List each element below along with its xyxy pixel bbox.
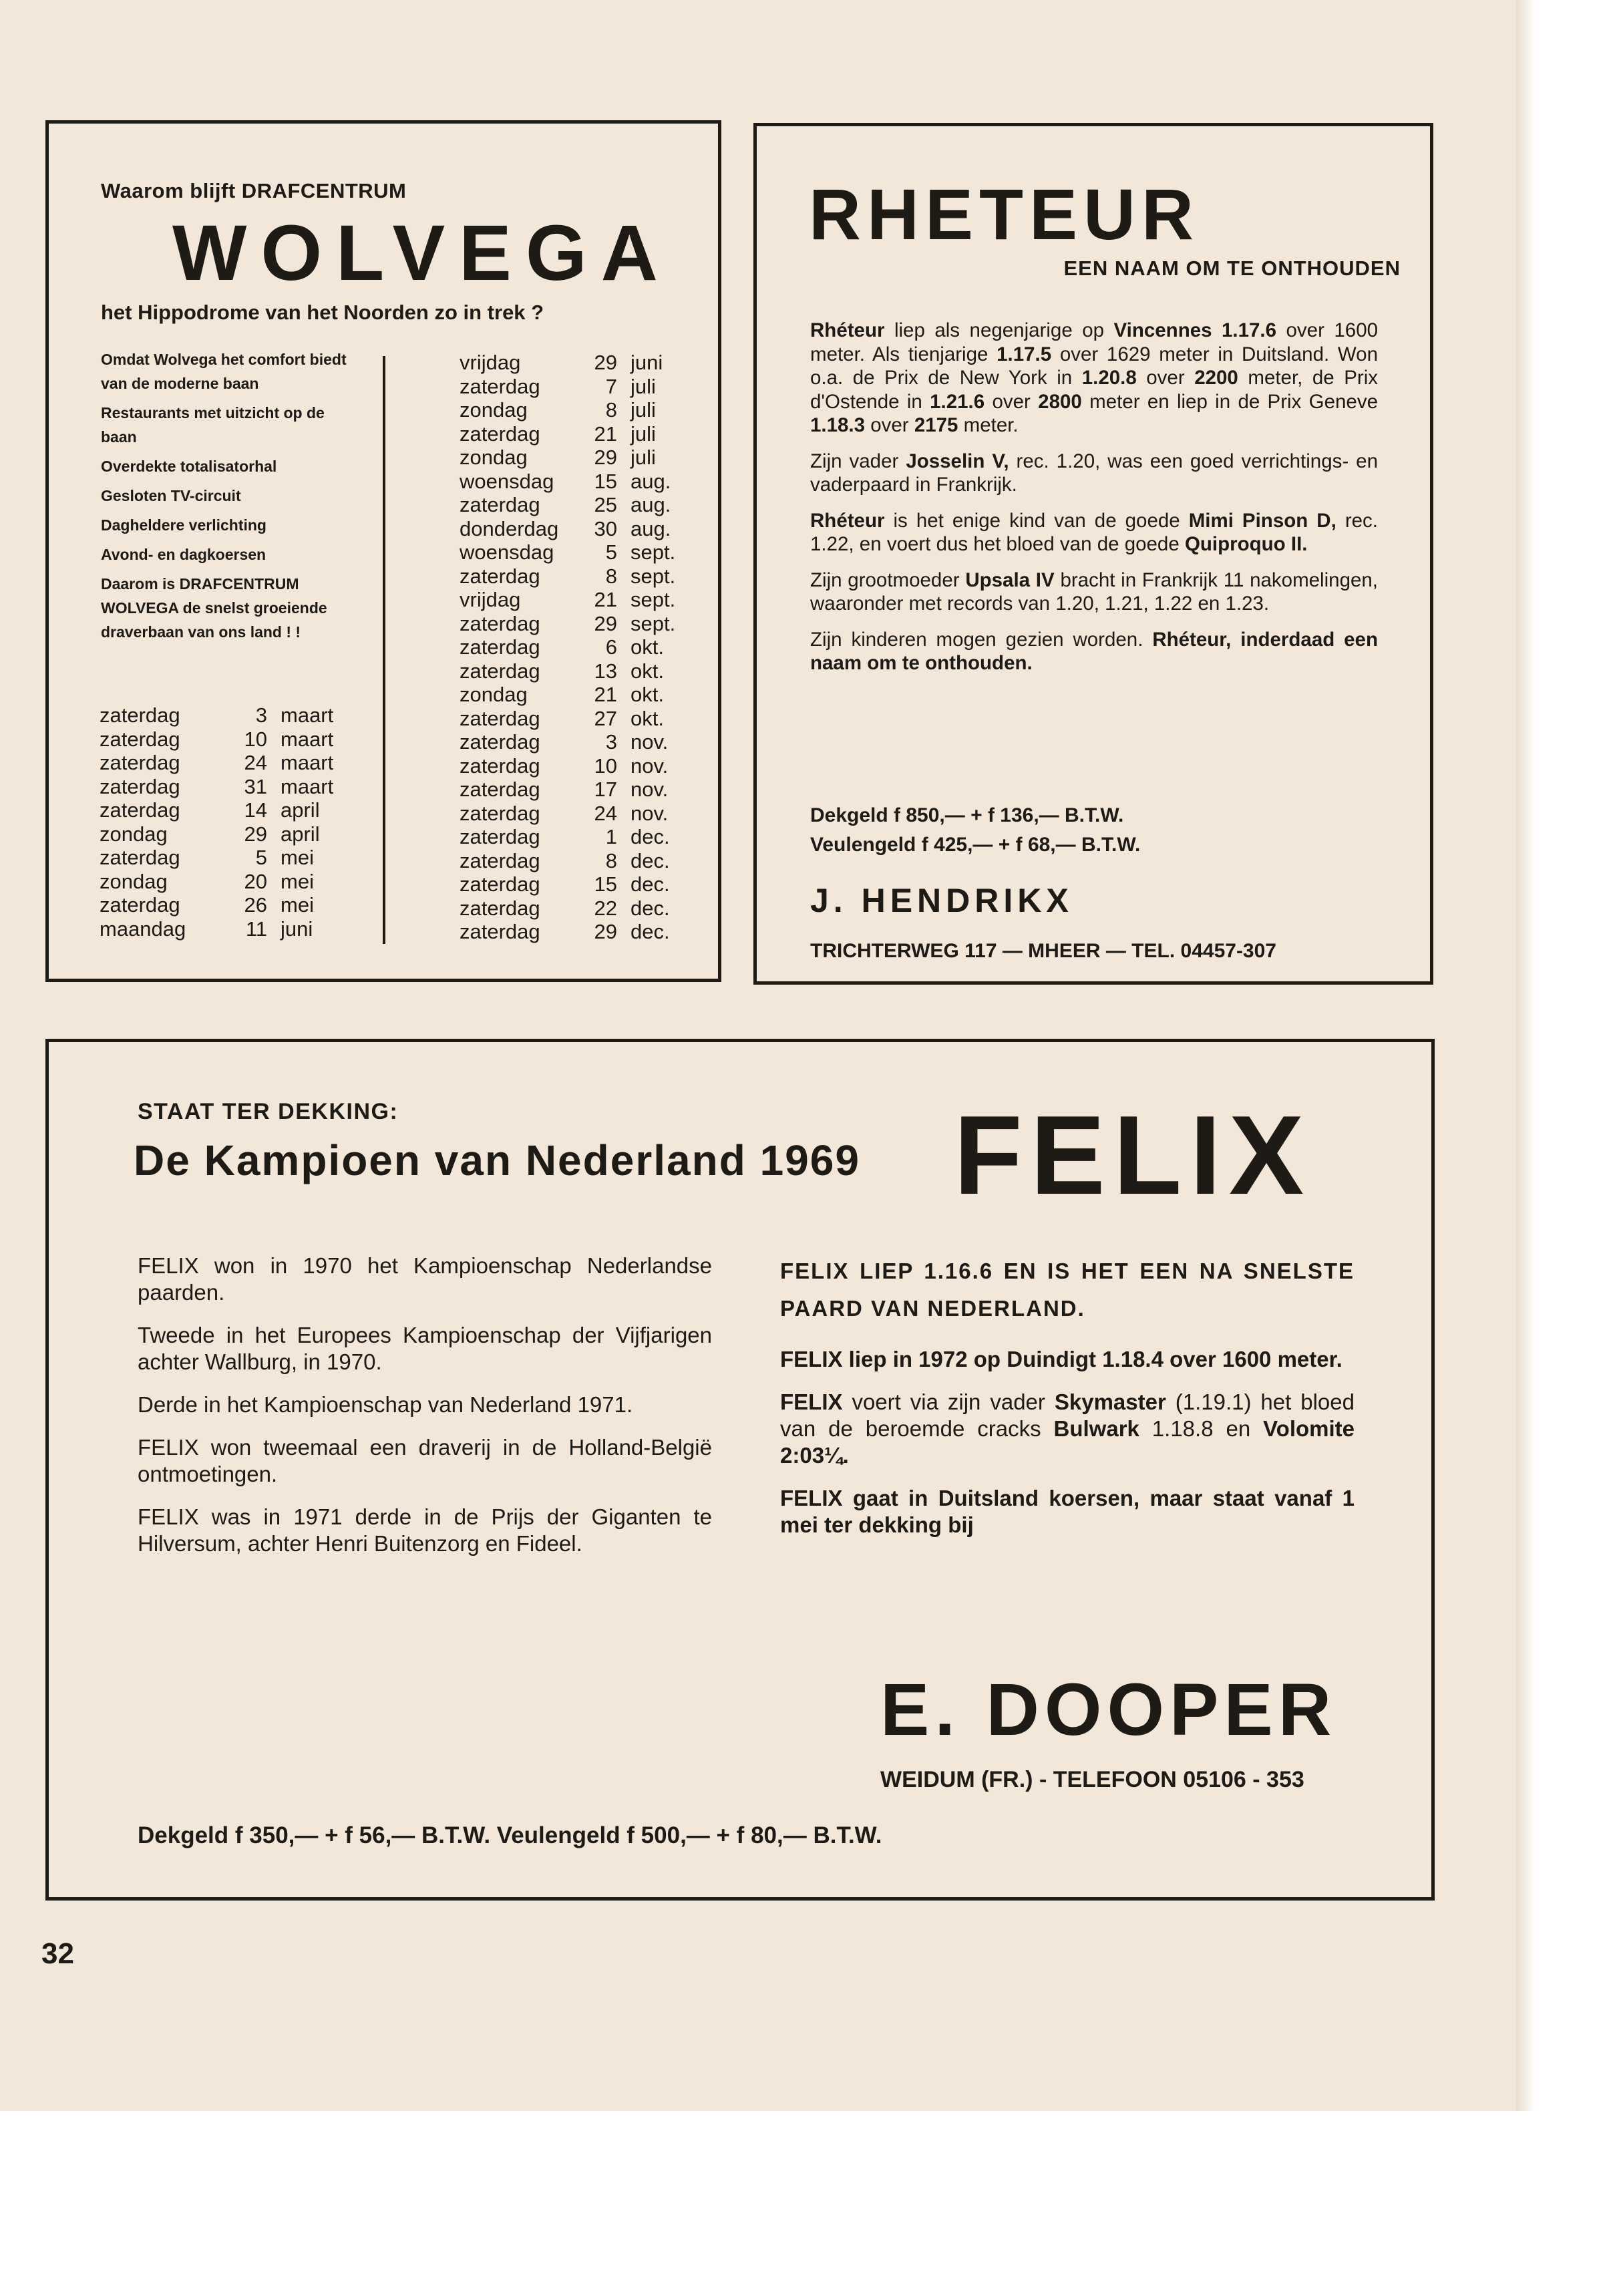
schedule-row [100,846,333,870]
race-day: zaterdag [460,611,540,635]
rheteur-foal-fee: Veulengeld f 425,— + f 68,— B.T.W. [810,834,1141,856]
schedule-row [460,612,675,636]
race-date: 31 [244,774,267,798]
race-month: okt. [631,635,664,659]
feature-item: Omdat Wolvega het comfort biedt van de moderne baan [101,351,347,392]
felix-left-column [138,1253,712,1573]
race-date: 26 [244,893,267,917]
race-date: 11 [245,917,267,941]
race-month: nov. [631,801,669,825]
race-date: 21 [594,683,617,706]
race-date: 7 [605,374,617,398]
schedule-row [460,802,675,826]
felix-name: FELIX [954,1092,1312,1218]
race-month: okt. [631,706,664,730]
wolvega-title: WOLVEGA [172,209,672,297]
rheteur-owner: J. HENDRIKX [810,882,1073,919]
race-month: sept. [631,588,676,611]
schedule-right [460,351,675,944]
race-month: juli [631,446,656,469]
rheteur-paragraph: Zijn vader Josselin V, rec. 1.20, was een goed verrichtings- en vaderpaard in Frankrijk. [810,450,1378,496]
race-month: sept. [631,611,676,635]
race-month: juni [631,351,663,374]
race-day: zaterdag [460,872,540,896]
schedule-row [460,920,675,944]
race-day: zaterdag [460,920,540,943]
race-month: mei [281,846,314,869]
race-date: 5 [255,846,267,869]
feature-item: Daarom is DRAFCENTRUM WOLVEGA de snelst groeiende draverbaan van ons land ! ! [101,575,327,641]
race-day: zaterdag [460,801,540,825]
race-day: zondag [460,398,528,422]
schedule-row [100,703,333,727]
race-month: mei [281,869,314,893]
feature-item: Dagheldere verlichting [101,516,266,534]
race-day: zaterdag [460,493,540,516]
race-date: 14 [244,798,267,822]
felix-paragraph: FELIX won in 1970 het Kampioenschap Nederlandse paarden. [138,1253,712,1305]
schedule-row [100,822,333,846]
race-date: 29 [594,920,617,943]
schedule-row [460,564,675,589]
race-month: dec. [631,848,670,872]
race-month: aug. [631,516,671,540]
feature-item: Restaurants met uitzicht op de baan [101,404,325,446]
race-date: 21 [594,422,617,446]
race-day: zaterdag [460,706,540,730]
schedule-row [460,707,675,731]
race-date: 15 [594,872,617,896]
schedule-row [460,872,675,896]
race-date: 3 [605,730,617,754]
rheteur-stud-fee: Dekgeld f 850,— + f 136,— B.T.W. [810,804,1124,826]
race-date: 21 [594,588,617,611]
schedule-row [460,778,675,802]
feature-item: Avond- en dagkoersen [101,546,266,563]
race-day: zondag [460,683,528,706]
race-month: maart [281,774,334,798]
page-number: 32 [41,1937,74,1970]
rheteur-body [810,319,1378,687]
felix-paragraph: FELIX liep in 1972 op Duindigt 1.18.4 over 1600 meter. [780,1347,1343,1371]
schedule-divider [383,356,385,944]
race-day: zaterdag [100,727,180,751]
felix-paragraph: FELIX LIEP 1.16.6 EN IS HET EEN NA SNELSTE PAARD VAN NEDERLAND. [780,1259,1355,1321]
felix-headline: De Kampioen van Nederland 1969 [134,1136,860,1184]
schedule-row [460,493,675,517]
schedule-row [460,635,675,659]
race-month: maart [281,751,334,774]
race-month: mei [281,893,314,917]
race-date: 5 [605,540,617,564]
race-month: juli [631,374,656,398]
race-month: nov. [631,778,669,801]
schedule-row [460,540,675,564]
race-day: woensdag [460,469,554,493]
schedule-row [100,798,333,822]
race-day: maandag [100,917,186,941]
schedule-row [460,849,675,873]
schedule-row [460,754,675,778]
schedule-row [460,588,675,612]
schedule-row [100,917,333,941]
race-month: april [281,798,320,822]
race-day: zaterdag [100,751,180,774]
race-date: 8 [605,398,617,422]
felix-paragraph: FELIX won tweemaal een draverij in de Holland-België ontmoetingen. [138,1435,712,1486]
race-day: zaterdag [100,893,180,917]
schedule-row [460,398,675,422]
race-month: sept. [631,540,676,564]
wolvega-kicker: Waarom blijft DRAFCENTRUM [101,179,407,202]
race-day: zaterdag [460,635,540,659]
race-day: zaterdag [100,846,180,869]
race-day: zaterdag [460,422,540,446]
wolvega-ad [45,120,721,982]
race-date: 27 [594,706,617,730]
race-month: maart [281,727,334,751]
schedule-row [460,446,675,470]
schedule-row [460,730,675,754]
race-date: 29 [244,822,267,846]
page-edge [1516,0,1535,2111]
race-month: nov. [631,754,669,778]
race-month: juli [631,398,656,422]
rheteur-paragraph: Rhéteur liep als negenjarige op Vincennes 1.17.6 over 1600 meter. Als tienjarige 1.17.5 over 1629 meter in Duitsland. Won o.a. de Prix de New York in 1.20.8 over 2200 meter, de Prix d'Ostende in 1.21.6 over 2800 meter en liep in de Prix Geneve 1.18.3 over 2175 meter. [810,319,1379,436]
race-date: 17 [594,778,617,801]
schedule-row [100,893,333,917]
race-date: 29 [594,446,617,469]
race-day: zaterdag [100,774,180,798]
felix-ad [45,1039,1435,1901]
schedule-row [460,470,675,494]
race-date: 8 [605,564,617,588]
race-month: aug. [631,493,671,516]
schedule-row [460,351,675,375]
race-month: nov. [631,730,669,754]
schedule-left [100,703,333,941]
race-day: vrijdag [460,351,521,374]
race-month: dec. [631,872,670,896]
race-date: 30 [594,516,617,540]
schedule-row [460,683,675,707]
felix-right-column [780,1253,1355,1554]
race-month: aug. [631,469,671,493]
race-month: dec. [631,825,670,848]
race-date: 29 [594,611,617,635]
race-date: 3 [255,703,267,727]
felix-address: WEIDUM (FR.) - TELEFOON 05106 - 353 [880,1767,1304,1792]
race-date: 29 [594,351,617,374]
feature-item: Overdekte totalisatorhal [101,458,277,475]
race-day: donderdag [460,516,559,540]
race-date: 6 [605,635,617,659]
race-day: zaterdag [460,564,540,588]
rheteur-paragraph: Zijn grootmoeder Upsala IV bracht in Frankrijk 11 nakomelingen, waaronder met records van 1.20, 1.21, 1.22 en 1.23. [810,568,1378,615]
race-date: 10 [244,727,267,751]
schedule-row [100,751,333,775]
race-day: zaterdag [460,374,540,398]
schedule-row [460,375,675,399]
rheteur-paragraph: Rhéteur is het enige kind van de goede Mimi Pinson D, rec. 1.22, en voert dus het bloed van de goede Quiproquo II. [810,509,1378,555]
race-date: 10 [594,754,617,778]
schedule-row [460,825,675,849]
race-date: 1 [605,825,617,848]
schedule-row [460,659,675,683]
felix-paragraph: FELIX voert via zijn vader Skymaster (1.19.1) het bloed van de beroemde cracks Bulwark 1.18.8 en Volomite 2:03¼. [780,1389,1355,1468]
race-date: 13 [594,659,617,683]
felix-fees: Dekgeld f 350,— + f 56,— B.T.W. Veulengeld f 500,— + f 80,— B.T.W. [138,1822,882,1848]
race-date: 25 [594,493,617,516]
race-date: 20 [244,869,267,893]
race-day: zaterdag [100,703,180,727]
race-day: zaterdag [460,848,540,872]
schedule-row [460,896,675,921]
rheteur-ad [753,123,1433,985]
schedule-row [460,422,675,446]
race-day: zondag [100,869,168,893]
race-day: zondag [460,446,528,469]
race-month: maart [281,703,334,727]
race-month: juli [631,422,656,446]
rheteur-paragraph: Zijn kinderen mogen gezien worden. Rhéteur, inderdaad een naam om te onthouden. [810,628,1378,674]
race-month: dec. [631,896,670,920]
rheteur-tagline: EEN NAAM OM TE ONTHOUDEN [1063,257,1401,280]
felix-owner: E. DOOPER [880,1669,1337,1751]
race-day: woensdag [460,540,554,564]
race-day: vrijdag [460,588,521,611]
race-month: dec. [631,920,670,943]
schedule-row [100,727,333,752]
race-month: okt. [631,659,664,683]
race-day: zondag [100,822,168,846]
race-month: juni [281,917,313,941]
rheteur-title: RHETEUR [809,174,1200,255]
wolvega-features [101,347,355,649]
felix-kicker: STAAT TER DEKKING: [138,1099,399,1124]
race-date: 24 [594,801,617,825]
race-day: zaterdag [460,730,540,754]
race-date: 24 [244,751,267,774]
race-day: zaterdag [460,896,540,920]
race-day: zaterdag [460,659,540,683]
felix-paragraph: Tweede in het Europees Kampioenschap der Vijfjarigen achter Wallburg, in 1970. [138,1323,712,1374]
race-day: zaterdag [460,825,540,848]
race-date: 15 [594,469,617,493]
wolvega-subtitle: het Hippodrome van het Noorden zo in trek ? [101,301,544,324]
schedule-row [100,870,333,894]
race-month: okt. [631,683,664,706]
race-date: 8 [605,848,617,872]
rheteur-fees [810,801,1140,860]
race-date: 22 [594,896,617,920]
race-month: sept. [631,564,676,588]
race-day: zaterdag [100,798,180,822]
schedule-row [100,775,333,799]
schedule-row [460,517,675,541]
felix-paragraph: FELIX was in 1971 derde in de Prijs der Giganten te Hilversum, achter Henri Buitenzorg en Fideel. [138,1504,712,1556]
feature-item: Gesloten TV-circuit [101,487,241,504]
rheteur-address: TRICHTERWEG 117 — MHEER — TEL. 04457-307 [810,940,1276,962]
felix-paragraph: FELIX gaat in Duitsland koersen, maar staat vanaf 1 mei ter dekking bij [780,1486,1355,1537]
felix-paragraph: Derde in het Kampioenschap van Nederland 1971. [138,1392,633,1417]
race-month: april [281,822,320,846]
race-day: zaterdag [460,778,540,801]
race-day: zaterdag [460,754,540,778]
